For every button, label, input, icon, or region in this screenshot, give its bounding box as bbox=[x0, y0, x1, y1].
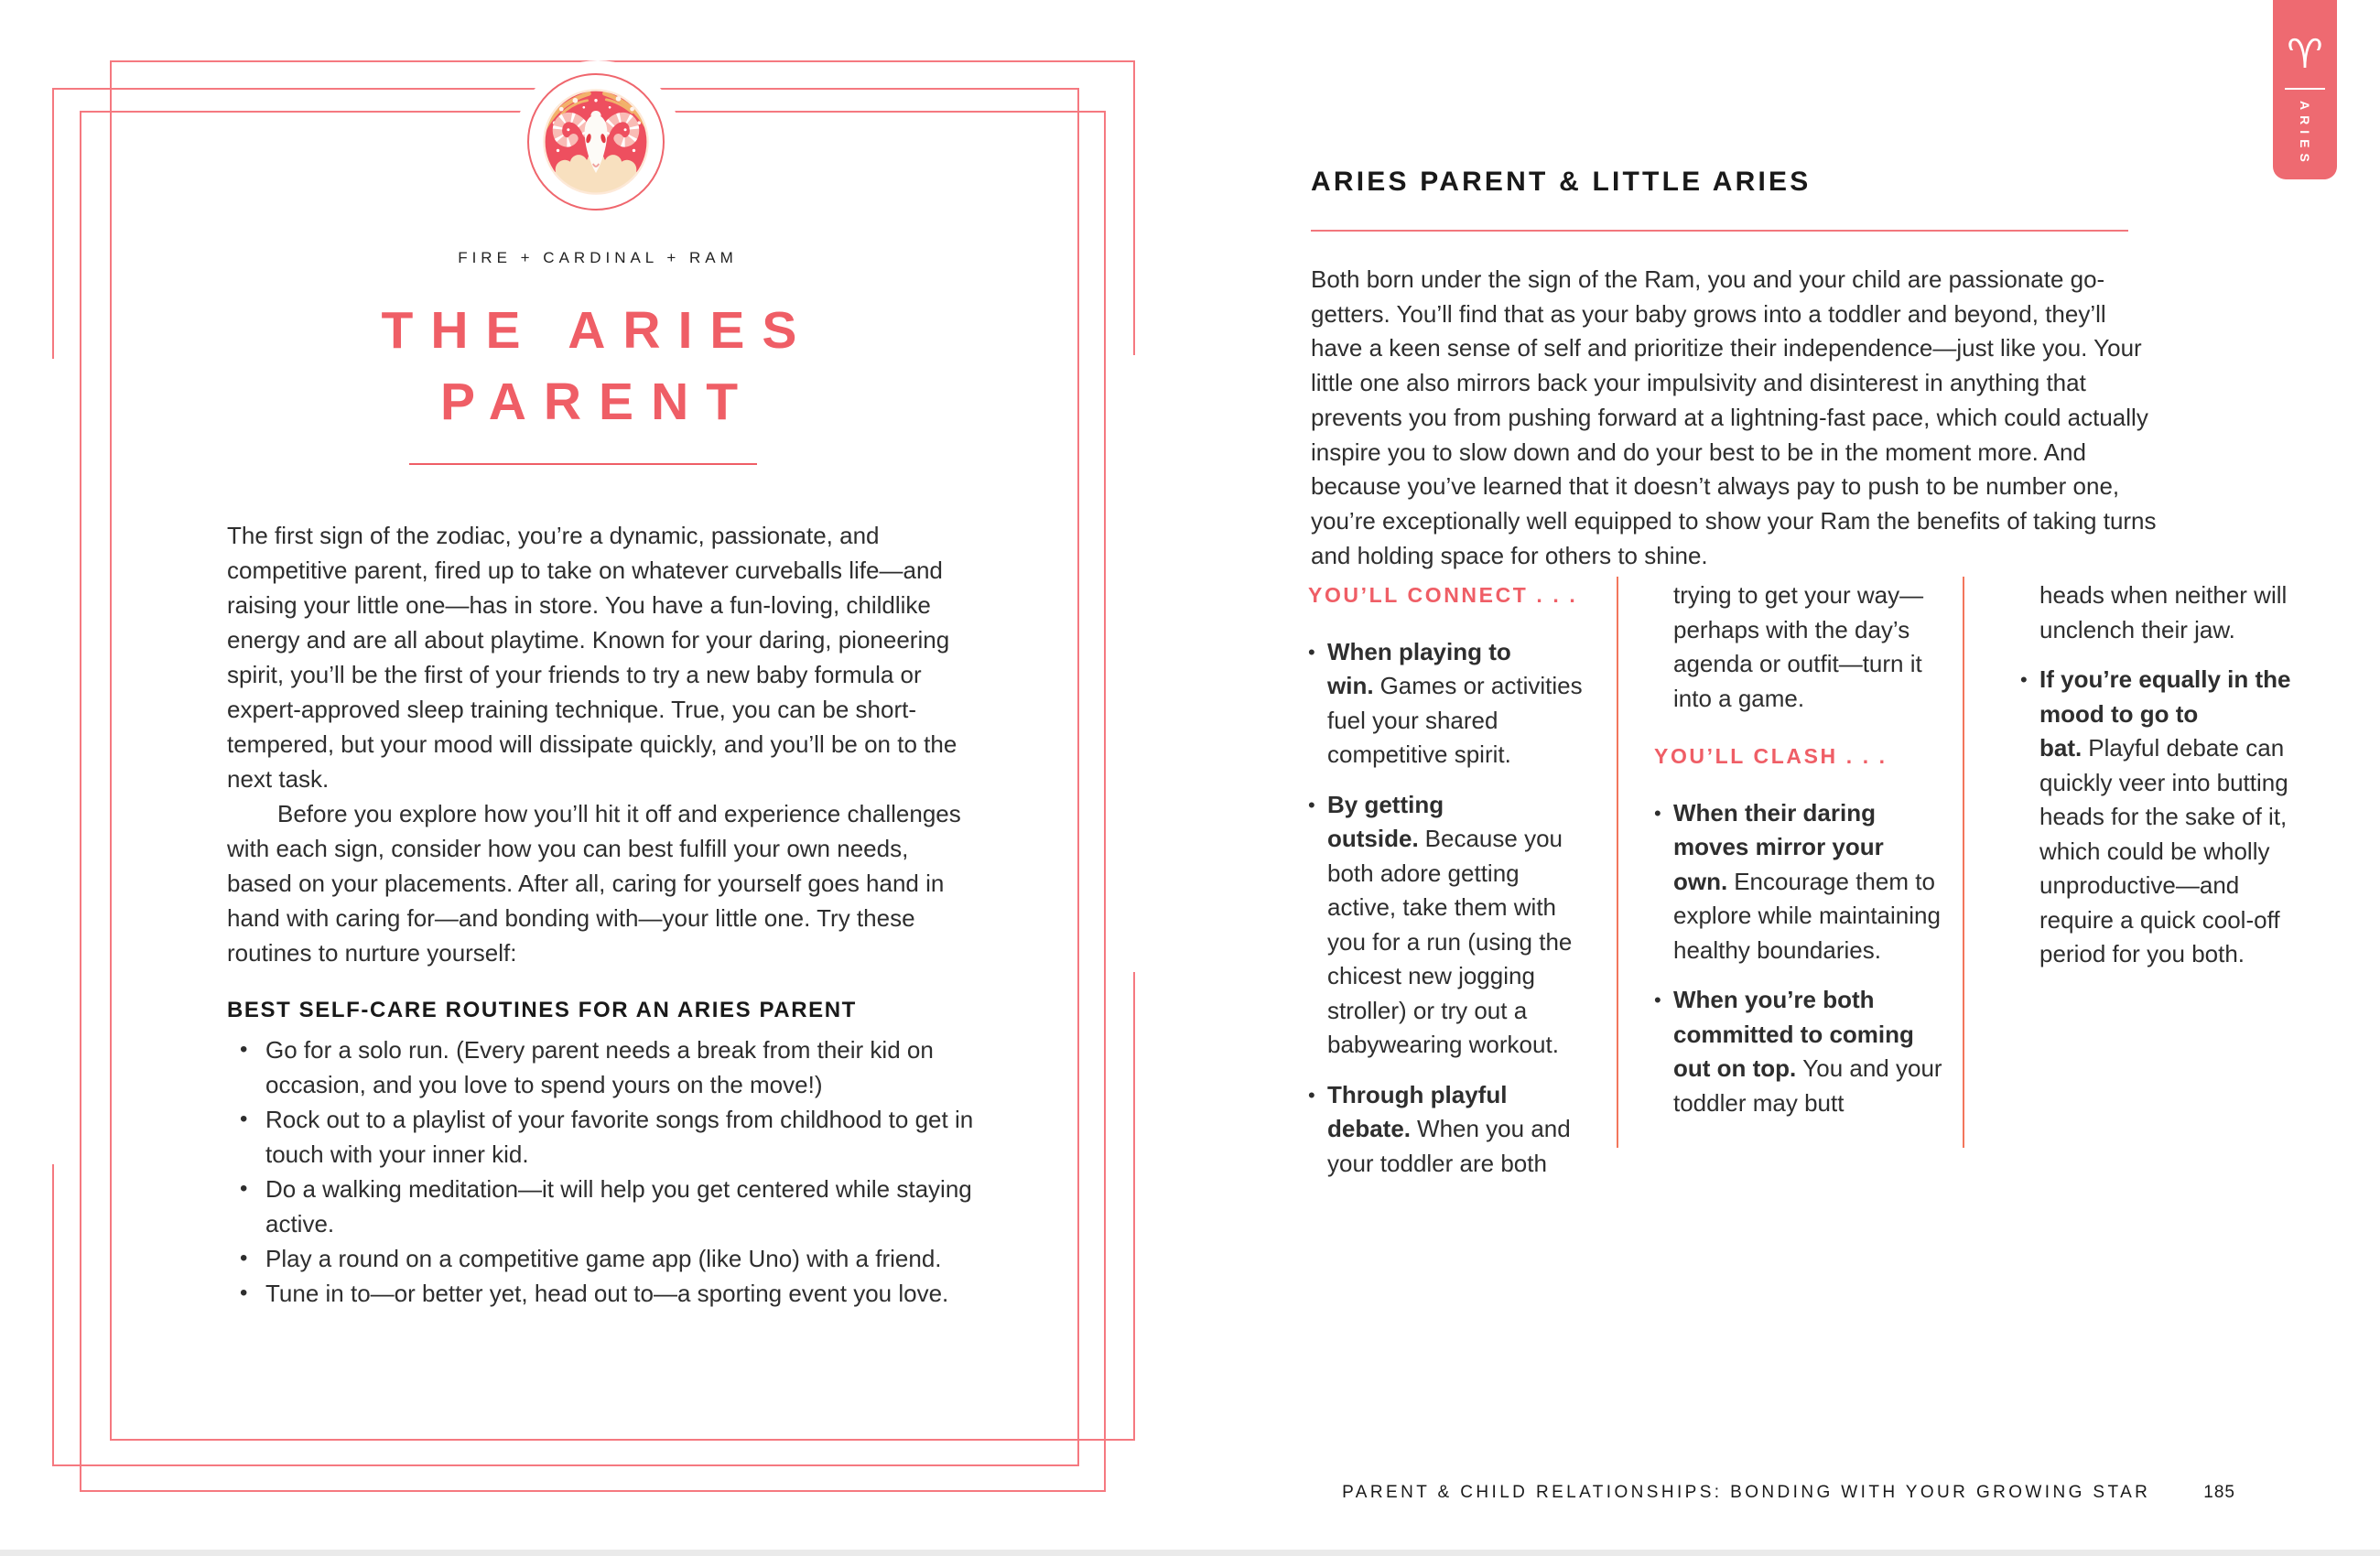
connect-item-text: Games or activities fuel your shared competitive spirit. bbox=[1327, 672, 1583, 768]
clash-item bbox=[1654, 796, 1945, 968]
list-item: • Go for a solo run. (Every parent needs a break from their kid on occasion, and you love to spend yours on the move!) bbox=[227, 1032, 987, 1102]
list-item: • Tune in to—or better yet, head out to—a sporting event you love. bbox=[227, 1276, 987, 1311]
list-item: • Rock out to a playlist of your favorite songs from childhood to get in touch with your inner kid. bbox=[227, 1102, 987, 1172]
section-intro-paragraph: Both born under the sign of the Ram, you and your child are passionate go-getters. You’ll find that as your baby grows into a toddler and beyond, they’ll have a keen sense of self and prioritize their independence—just like you. Your little one also mirrors back your impulsivity and disinterest in anything that prevents you from pushing forward at a lightning-fast pace, which could actually inspire you to slow down and do your best to be in the moment more. And because you’ve learned that it doesn’t always pay to push to be number one, you’re exceptionally well equipped to show your Ram the benefits of taking turns and holding space for others to shine. bbox=[1311, 265, 2157, 569]
ram-skull-illustration bbox=[536, 81, 656, 202]
self-care-list bbox=[227, 1032, 987, 1311]
list-item: • Do a walking meditation—it will help you get centered while staying active. bbox=[227, 1172, 987, 1241]
clash-item-text: You and your toddler may butt bbox=[1673, 1054, 1942, 1117]
aries-symbol-icon: ♈ bbox=[2287, 31, 2323, 78]
column-divider bbox=[1963, 577, 1964, 1148]
column-divider bbox=[1617, 577, 1618, 1148]
clash-column-continued bbox=[2020, 578, 2295, 988]
chapter-title bbox=[140, 295, 1055, 438]
section-heading: ARIES PARENT & LITTLE ARIES bbox=[1311, 167, 1812, 197]
clash-item-lead: When their daring moves mirror your own. bbox=[1673, 798, 1884, 895]
connect-heading: YOU’LL CONNECT . . . bbox=[1308, 583, 1578, 607]
connect-item-text: When you and your toddler are both bbox=[1327, 1115, 1571, 1177]
page-footer bbox=[1190, 1483, 2309, 1503]
clash-item-lead: If you’re equally in the mood to go to bat. bbox=[2039, 665, 2291, 762]
frame-line bbox=[1104, 111, 1106, 1492]
clash-item-text: Playful debate can quickly veer into butting heads for the sake of it, which could be wholly unproductive—and require a quick cool-off period for you both. bbox=[2039, 734, 2288, 967]
frame-line bbox=[1077, 88, 1079, 1466]
frame-line bbox=[52, 1164, 54, 1466]
clash-item bbox=[1654, 983, 1945, 1120]
chapter-title-line2: PARENT bbox=[439, 373, 756, 431]
chapter-title-line1: THE ARIES bbox=[381, 301, 815, 360]
frame-line bbox=[80, 1490, 1106, 1492]
frame-line bbox=[80, 111, 81, 1492]
frame-line bbox=[110, 60, 112, 1441]
intro-paragraph-1: The first sign of the zodiac, you’re a dynamic, passionate, and competitive parent, fired up to take on whatever curveballs life—and raising your little one—has in store. You have a fun-loving, childlike energy and are all about playtime. Known for your daring, pioneering spirit, you’ll be the first of your friends to try a new baby formula or expert-approved sleep training technique. True, you can be short-tempered, but your mood will dissipate quickly, and you’ll be on to the next task. bbox=[227, 522, 957, 793]
page-bottom-edge bbox=[0, 1550, 2380, 1556]
self-care-heading: BEST SELF-CARE ROUTINES FOR AN ARIES PARENT bbox=[227, 998, 857, 1022]
intro-text-block bbox=[227, 518, 970, 970]
clash-item-continuation: heads when neither will unclench their jaw. bbox=[2039, 581, 2288, 643]
list-item: • Play a round on a competitive game app (like Uno) with a friend. bbox=[227, 1241, 987, 1276]
frame-line bbox=[52, 88, 54, 359]
clash-item bbox=[2020, 663, 2295, 972]
clash-heading: YOU’LL CLASH . . . bbox=[1654, 744, 1888, 768]
aries-side-tab bbox=[2273, 0, 2337, 179]
connect-column bbox=[1308, 578, 1594, 1196]
frame-line bbox=[52, 1464, 1079, 1466]
frame-line bbox=[1133, 60, 1135, 355]
title-underline bbox=[409, 463, 757, 465]
frame-line bbox=[110, 1439, 1135, 1441]
element-quality-animal-label: FIRE + CARDINAL + RAM bbox=[458, 249, 738, 266]
section-heading-rule bbox=[1311, 230, 2128, 232]
clash-column bbox=[1654, 578, 1945, 1136]
connect-item bbox=[1308, 635, 1594, 773]
connect-item-lead: By getting outside. bbox=[1327, 790, 1444, 852]
page-number: 185 bbox=[2203, 1483, 2235, 1502]
connect-item-continuation: trying to get your way—perhaps with the day’s agenda or outfit—turn it into a game. bbox=[1673, 581, 1924, 712]
clash-item-lead: When you’re both committed to coming out on top. bbox=[1673, 986, 1914, 1082]
running-footer-text: PARENT & CHILD RELATIONSHIPS: BONDING WITH YOUR GROWING STAR bbox=[1342, 1483, 2151, 1502]
intro-paragraph-2: Before you explore how you’ll hit it off and experience challenges with each sign, consider how you can best fulfill your own needs, based on your placements. After all, caring for yourself goes hand in hand with caring for—and bonding with—your little one. Try these routines to nurture yourself: bbox=[227, 800, 961, 967]
connect-item bbox=[1308, 1078, 1594, 1182]
connect-item-lead: Through playful debate. bbox=[1327, 1080, 1508, 1142]
connect-item-text: Because you both adore getting active, take them with you for a run (using the chicest new jogging stroller) or try out a babywearing workout. bbox=[1327, 825, 1573, 1058]
frame-line bbox=[110, 60, 1134, 62]
frame-line bbox=[1133, 972, 1135, 1441]
connect-item-lead: When playing to win. bbox=[1327, 637, 1511, 699]
connect-item bbox=[1308, 788, 1594, 1063]
aries-ram-emblem bbox=[527, 73, 665, 211]
tab-divider-line bbox=[2285, 88, 2325, 90]
tab-sign-label: ARIES bbox=[2298, 101, 2312, 167]
clash-item-text: Encourage them to explore while maintaining healthy boundaries. bbox=[1673, 867, 1941, 964]
